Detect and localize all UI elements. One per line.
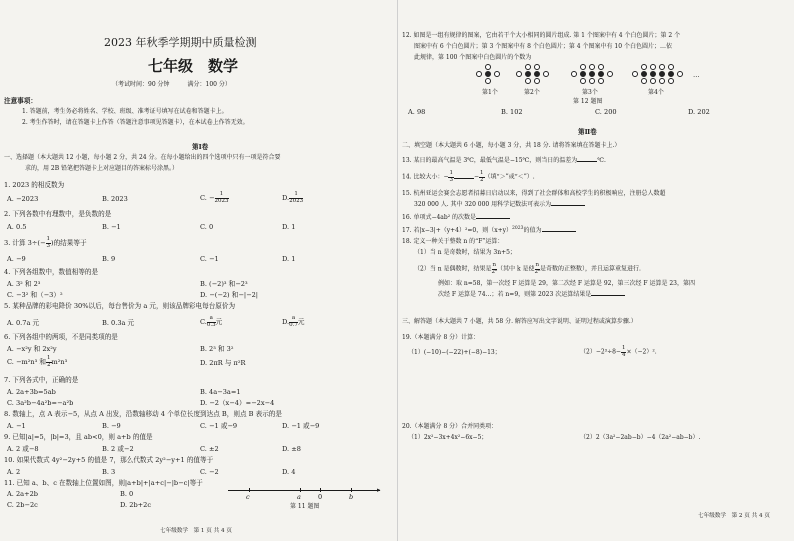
section1-instruction-line1: 一、选择题（本大题共 12 小题，每小题 2 分，共 24 分。在每小题给出的四个选项中只有一项是符合要 — [4, 154, 281, 161]
circle-black — [598, 71, 604, 77]
tick-b — [351, 488, 352, 492]
q10-option-c: C. −2 — [200, 468, 219, 476]
question-9: 9. 已知|a|=5，|b|=3，且 ab<0，则 a+b 的值是 — [4, 433, 153, 441]
question-5: 5. 某种品牌的彩电降价 30%以后，每台售价为 a 元，则该品牌彩电每台原价为 — [4, 302, 236, 310]
question-14: 14. 比较大小：− $\frac{1}{3}$ − $\frac{1}{2}$ （填“＞”或“＜”）. — [402, 170, 535, 183]
circle-white — [494, 71, 500, 77]
question-19-part-2: （2）−2³÷8− $\frac{1}{4}$ ×（−2）². — [580, 345, 657, 358]
q10-option-b: B. 3 — [102, 468, 116, 476]
q7-option-b: B. 4a−3a=1 — [200, 388, 241, 396]
circle-white — [650, 78, 656, 84]
q4-option-b: B. (−2)³ 和−2³ — [200, 280, 248, 288]
circle-black — [525, 71, 531, 77]
figure-11-caption: 第 11 题图 — [290, 503, 320, 510]
circle-white — [525, 64, 531, 70]
question-3: 3. 计算 3÷(− $\frac{1}{3}$ )的结果等于 — [4, 236, 87, 249]
question-12-line1: 12. 如图是一组有规律的图案，它由若干个大小相同的圆片组成. 第 1 个图案中有 4 个白色圆片；第 2 个 — [402, 32, 681, 39]
question-2: 2. 下列各数中有理数中，是负数的是 — [4, 210, 112, 218]
exam-header-year: 2023 年秋季学期期中质量检测 — [104, 36, 257, 49]
question-17: 17. 若|x−3|+（y+4）²=0，则$(x+y)^{2023}$的值为 — [402, 227, 576, 234]
circle-black — [641, 71, 647, 77]
number-line-axis — [228, 490, 380, 491]
question-15-line1: 15. 杭州亚运会赛会志愿者招募日启动以来，得到了社会群体和高校学生的积极响应，注册总人数超 — [402, 190, 666, 197]
circle-black — [668, 71, 674, 77]
exam-subject-title: 七年级 数学 — [148, 57, 239, 75]
section2-instruction: 二、填空题（本大题共 6 小题，每小题 3 分，共 18 分. 请将答案填在答题卡上.） — [402, 142, 621, 149]
page-2-footer: 七年级数学 第 2 页 共 4 页 — [698, 513, 770, 519]
q1-option-c: C. − $\frac{1}{2023}$ — [200, 191, 229, 204]
circle-black — [580, 71, 586, 77]
circle-white — [598, 64, 604, 70]
q11-option-a: A. 2a+2b — [7, 490, 39, 498]
q7-option-a: A. 2a+3b=5ab — [7, 388, 56, 396]
q2-option-d: D. 1 — [282, 223, 296, 231]
figure-12-caption: 第 12 题图 — [573, 98, 603, 105]
exam-page-2 — [397, 0, 794, 541]
circle-white — [571, 71, 577, 77]
circle-white — [485, 78, 491, 84]
axis-label-0: 0 — [318, 493, 323, 501]
question-11: 11. 已知 a、b、c 在数轴上位置如图，则|a+b|+|a+c|−|b−c|等于 — [4, 479, 203, 487]
circle-white — [668, 78, 674, 84]
part1-title: 第Ⅰ卷 — [192, 143, 209, 151]
q11-option-b: B. 0 — [120, 490, 134, 498]
circle-white — [659, 78, 665, 84]
circle-white — [659, 64, 665, 70]
circle-black — [485, 71, 491, 77]
circle-white — [580, 78, 586, 84]
question-20: 20.（本题满分 8 分）合并同类项： — [402, 423, 498, 430]
circle-white — [607, 71, 613, 77]
axis-label-b: b — [349, 493, 354, 501]
q4-option-c: C. −3² 和（−3）² — [7, 291, 63, 299]
q8-option-c: C. −1 或−9 — [200, 422, 238, 430]
q7-option-c: C. 3a²b−4a²b=−a²b — [7, 399, 74, 407]
question-13: 13. 某日的最高气温是 3℃，最低气温是−15℃，则当日的温差为 ℃. — [402, 157, 606, 164]
q5-option-c: C. $\frac{a}{0.3}$ 元 — [200, 315, 223, 328]
q5-option-d: D. $\frac{a}{0.7}$ 元 — [282, 315, 305, 328]
question-4: 4. 下列各组数中，数值相等的是 — [4, 268, 99, 276]
q6-option-b: B. 2³ 和 3² — [200, 345, 234, 353]
question-12-line3: 此规律，第 100 个图案中白色圆片的个数为 — [414, 54, 532, 61]
question-20-part-2: （2）2（3a²−2ab−b）−4（2a²−ab−b）. — [580, 434, 701, 441]
q9-option-d: D. ±8 — [282, 445, 301, 453]
q2-option-c: C. 0 — [200, 223, 214, 231]
question-20-part-1: （1）2x²−3x+4x²−6x−5； — [408, 434, 488, 441]
q1-option-d: D. $\frac{1}{2023}$ — [282, 191, 304, 204]
q12-option-a: A. 98 — [408, 108, 426, 116]
exam-meta: （考试时间：90 分钟 满分：100 分） — [112, 81, 231, 88]
q10-option-d: D. 4 — [282, 468, 296, 476]
q3-option-d: D. 1 — [282, 255, 296, 263]
circle-white — [589, 78, 595, 84]
q8-option-d: D. −1 或−9 — [282, 422, 320, 430]
q3-option-c: C. −1 — [200, 255, 219, 263]
circle-white — [543, 71, 549, 77]
question-16: 16. 单项式−4ab² 的次数是 — [402, 215, 510, 221]
question-18: 18. 定义一种关于整数 n 的“F”运算： — [402, 238, 504, 245]
q8-option-a: A. −1 — [7, 422, 26, 430]
circle-white — [516, 71, 522, 77]
q7-option-d: D. −2（x−4）=−2x−4 — [200, 399, 275, 407]
circle-white — [534, 64, 540, 70]
circle-white — [534, 78, 540, 84]
circle-white — [485, 64, 491, 70]
notice-item-1: 1. 答题前，考生务必将姓名、学校、班级、准考证号填写在试卷和答题卡上。 — [22, 108, 228, 115]
q4-option-a: A. 3² 和 2³ — [7, 280, 41, 288]
circle-white — [632, 71, 638, 77]
q2-option-a: A. 0.5 — [7, 223, 27, 231]
circle-black — [650, 71, 656, 77]
question-8: 8. 数轴上，点 A 表示−5，从点 A 出发，沿数轴移动 4 个单位长度到达点 B，则点 B 表示的是 — [4, 410, 282, 418]
q5-option-a: A. 0.7a 元 — [7, 319, 40, 327]
question-15-line2: 320 000 人. 其中 320 000 用科学记数法可表示为 — [414, 202, 585, 208]
q1-option-b: B. 2023 — [102, 195, 128, 203]
q9-option-c: C. ±2 — [200, 445, 219, 453]
section3-instruction: 三、解答题（本大题共 7 小题，共 58 分. 解答应写出文字说明、证明过程或演算步骤.） — [402, 318, 637, 325]
q6-option-a: A. −x²y 和 2x²y — [7, 345, 57, 353]
question-12-line2: 图案中有 6 个白色圆片；第 3 个图案中有 8 个白色圆片；第 4 个图案中有 10 个白色圆片；…依 — [414, 43, 672, 50]
q11-option-d: D. 2b+2c — [120, 501, 152, 509]
circle-white — [525, 78, 531, 84]
circle-black — [534, 71, 540, 77]
question-1: 1. 2023 的相反数为 — [4, 181, 65, 189]
q12-option-c: C. 200 — [595, 108, 617, 116]
question-7: 7. 下列各式中，正确的是 — [4, 376, 79, 384]
circle-black — [659, 71, 665, 77]
question-10: 10. 如果代数式 4y²−2y+5 的值是 7，那么代数式 2y²−y+1 的值等于 — [4, 456, 214, 464]
q11-option-c: C. 2b−2c — [7, 501, 38, 509]
page-1-footer: 七年级数学 第 1 页 共 4 页 — [160, 528, 232, 534]
circle-white — [476, 71, 482, 77]
pattern-2-label: 第2个 — [524, 89, 540, 96]
q6-option-c: C. −m²n³ 和 $\frac{1}{2}$ m²n³ — [7, 355, 68, 368]
tick-c — [249, 488, 250, 492]
circle-white — [677, 71, 683, 77]
question-6: 6. 下列各组中的两项，不是同类项的是 — [4, 333, 118, 341]
number-line-arrow-icon: ▸ — [377, 485, 381, 494]
q9-option-a: A. 2 或−8 — [7, 445, 39, 453]
section1-instruction-line2: 求的，用 2B 铅笔把答题卡上对应题目的答案标号涂黑。） — [25, 165, 179, 172]
circle-white — [598, 78, 604, 84]
q4-option-d: D. −(−2) 和−|−2| — [200, 291, 259, 299]
part2-title: 第Ⅱ卷 — [578, 128, 597, 136]
q5-option-b: B. 0.3a 元 — [102, 319, 135, 327]
pattern-4-label: 第4个 — [648, 89, 664, 96]
circle-black — [589, 71, 595, 77]
q9-option-b: B. 2 或−2 — [102, 445, 134, 453]
circle-white — [641, 64, 647, 70]
question-18-rule-1: （1）当 n 是奇数时，结果为 3n+5； — [414, 249, 516, 256]
q12-option-b: B. 102 — [501, 108, 523, 116]
question-19-part-1: （1）(−10)−(−22)+(−8)−13； — [408, 349, 501, 356]
pattern-1-label: 第1个 — [482, 89, 498, 96]
notice-item-2: 2. 考生作答时，请在答题卡上作答（答题注意事项见答题卡），在本试卷上作答无效。 — [22, 119, 249, 126]
axis-label-c: c — [246, 493, 250, 501]
circle-white — [650, 64, 656, 70]
tick-0 — [320, 488, 321, 492]
pattern-ellipsis: … — [693, 71, 700, 79]
circle-white — [580, 64, 586, 70]
circle-white — [589, 64, 595, 70]
q3-option-b: B. 9 — [102, 255, 116, 263]
q6-option-d: D. 2πR 与 π²R — [200, 359, 246, 367]
q12-option-d: D. 202 — [688, 108, 710, 116]
q1-option-a: A. −2023 — [7, 195, 39, 203]
question-19: 19.（本题满分 8 分）计算： — [402, 334, 480, 341]
tick-a — [300, 488, 301, 492]
question-18-example-1: 例如：取 n=58，第一次经 F 运算是 29，第二次经 F 运算是 92，第三次经 F 运算是 23，第四 — [438, 280, 695, 287]
q3-option-a: A. −9 — [7, 255, 26, 263]
q8-option-b: B. −9 — [102, 422, 121, 430]
q10-option-a: A. 2 — [7, 468, 21, 476]
q2-option-b: B. −1 — [102, 223, 121, 231]
circle-white — [641, 78, 647, 84]
axis-label-a: a — [297, 493, 301, 501]
circle-white — [668, 64, 674, 70]
notice-title: 注意事项： — [4, 97, 37, 105]
question-18-example-2: 次经 F 运算是 74…；若 n=9，则第 2023 次运算结果是 — [438, 292, 625, 298]
question-18-rule-2: （2）当 n 是偶数时，结果是 $\frac{n}{\text{2ᵏ}}$ （其中 k 是使 $\frac{n}{\text{2ᵏ}}$ 是奇数的正整数），并且运算重复进行. — [414, 262, 641, 275]
pattern-3-label: 第3个 — [582, 89, 598, 96]
